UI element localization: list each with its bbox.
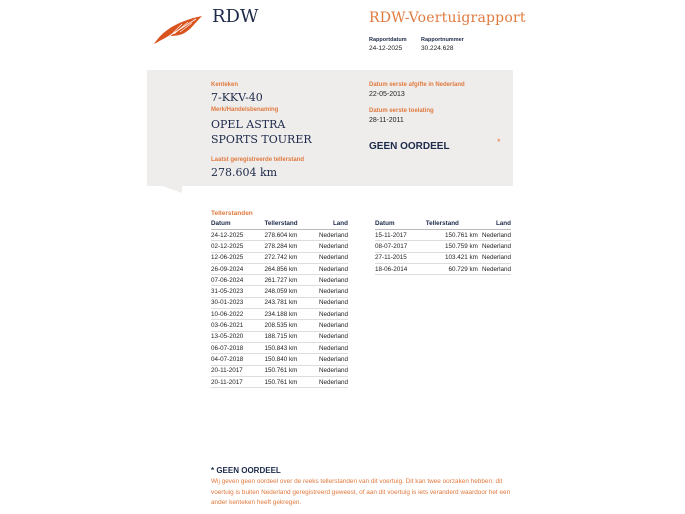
row-reading: 188.715 km [265, 331, 319, 342]
odometer-value: 278.604 km [211, 166, 278, 179]
col-country: Land [319, 219, 348, 230]
verdict-star: * [497, 137, 501, 147]
report-date: 24-12-2025 [369, 45, 403, 52]
footnote-text: Wij geven geen oordeel over de reeks tellerstanden van dit voertuig. Dit kan twee oorzaken hebben: dit voertuig is buiten Nederland geregistreerd geweest, of aan dit voertuig is iets veranderd waardoor het een ander kenteken heeft gekregen. [211, 478, 511, 506]
row-date: 27-11-2015 [375, 252, 426, 263]
table-row [211, 309, 348, 320]
table-row [375, 263, 511, 274]
row-date: 07-06-2024 [211, 275, 265, 286]
make-label: Merk/Handelsbenaming [211, 107, 279, 113]
col-date: Datum [211, 219, 265, 230]
row-country: Nederland [319, 365, 348, 376]
first-admission-value: 28-11-2011 [369, 117, 404, 124]
row-date: 03-06-2021 [211, 320, 265, 331]
row-date: 18-06-2014 [375, 263, 426, 274]
row-country: Nederland [319, 297, 348, 308]
row-country: Nederland [319, 275, 348, 286]
row-reading: 261.727 km [265, 275, 319, 286]
row-reading: 278.604 km [265, 230, 319, 241]
row-date: 06-07-2018 [211, 342, 265, 353]
col-reading: Tellerstand [426, 219, 482, 230]
row-country: Nederland [482, 230, 511, 241]
plate-value: 7-KKV-40 [211, 91, 263, 104]
row-date: 20-11-2017 [211, 365, 265, 376]
row-reading: 103.421 km [426, 252, 482, 263]
odometer-label: Laatst geregistreerde tellerstand [211, 157, 305, 163]
table-row [375, 241, 511, 252]
row-country: Nederland [319, 354, 348, 365]
row-reading: 150.843 km [265, 342, 319, 353]
row-date: 12-06-2025 [211, 252, 265, 263]
table-row [211, 354, 348, 365]
col-reading: Tellerstand [265, 219, 319, 230]
row-date: 10-06-2022 [211, 309, 265, 320]
table-row [211, 365, 348, 376]
row-country: Nederland [319, 263, 348, 274]
footnote-title: * GEEN OORDEEL [211, 466, 281, 475]
row-country: Nederland [319, 230, 348, 241]
rdw-logo [152, 14, 206, 46]
table-row [211, 252, 348, 263]
table-row [211, 286, 348, 297]
row-date: 04-07-2018 [211, 354, 265, 365]
row-country: Nederland [319, 309, 348, 320]
first-nl-label: Datum eerste afgifte in Nederland [369, 82, 465, 88]
row-reading: 278.284 km [265, 241, 319, 252]
report-number: 30.224.628 [421, 45, 454, 52]
row-reading: 272.742 km [265, 252, 319, 263]
table-header-row [375, 219, 511, 230]
row-reading: 264.856 km [265, 263, 319, 274]
row-country: Nederland [319, 342, 348, 353]
table-row [211, 263, 348, 274]
table-row [375, 230, 511, 241]
row-reading: 60.729 km [426, 263, 482, 274]
table-row [211, 320, 348, 331]
report-date-label: Rapportdatum [369, 37, 407, 43]
row-date: 02-12-2025 [211, 241, 265, 252]
row-country: Nederland [319, 376, 348, 387]
row-reading: 150.761 km [426, 230, 482, 241]
table-row [211, 241, 348, 252]
make-line1: OPEL ASTRA [211, 118, 286, 131]
row-date: 15-11-2017 [375, 230, 426, 241]
row-date: 20-11-2017 [211, 376, 265, 387]
plate-label: Kenteken [211, 82, 239, 88]
odometer-section-title: Tellerstanden [211, 210, 253, 217]
row-reading: 234.188 km [265, 309, 319, 320]
row-country: Nederland [319, 331, 348, 342]
row-date: 30-01-2023 [211, 297, 265, 308]
odometer-table-right [375, 219, 511, 275]
table-header-row [211, 219, 348, 230]
odometer-table-left [211, 219, 348, 388]
report-title: RDW-Voertuigrapport [369, 10, 526, 26]
first-admission-label: Datum eerste toelating [369, 108, 434, 114]
verdict: GEEN OORDEEL [369, 141, 450, 152]
row-reading: 208.535 km [265, 320, 319, 331]
col-date: Datum [375, 219, 426, 230]
table-row [211, 342, 348, 353]
table-row [211, 275, 348, 286]
row-reading: 150.759 km [426, 241, 482, 252]
report-number-label: Rapportnummer [421, 37, 464, 43]
row-country: Nederland [319, 241, 348, 252]
brand-name: RDW [212, 6, 259, 27]
row-date: 08-07-2017 [375, 241, 426, 252]
row-country: Nederland [482, 252, 511, 263]
row-reading: 150.761 km [265, 376, 319, 387]
make-line2: SPORTS TOURER [211, 133, 312, 146]
row-country: Nederland [319, 286, 348, 297]
row-reading: 150.840 km [265, 354, 319, 365]
row-country: Nederland [319, 252, 348, 263]
row-date: 24-12-2025 [211, 230, 265, 241]
first-nl-value: 22-05-2013 [369, 91, 405, 98]
row-date: 13-05-2020 [211, 331, 265, 342]
panel-notch [160, 185, 182, 193]
col-country: Land [482, 219, 511, 230]
table-row [211, 331, 348, 342]
row-country: Nederland [482, 241, 511, 252]
table-row [375, 252, 511, 263]
row-date: 31-05-2023 [211, 286, 265, 297]
table-row [211, 230, 348, 241]
row-reading: 243.781 km [265, 297, 319, 308]
row-reading: 150.761 km [265, 365, 319, 376]
row-date: 26-09-2024 [211, 263, 265, 274]
table-row [211, 376, 348, 387]
row-country: Nederland [319, 320, 348, 331]
table-row [211, 297, 348, 308]
row-reading: 248.059 km [265, 286, 319, 297]
row-country: Nederland [482, 263, 511, 274]
